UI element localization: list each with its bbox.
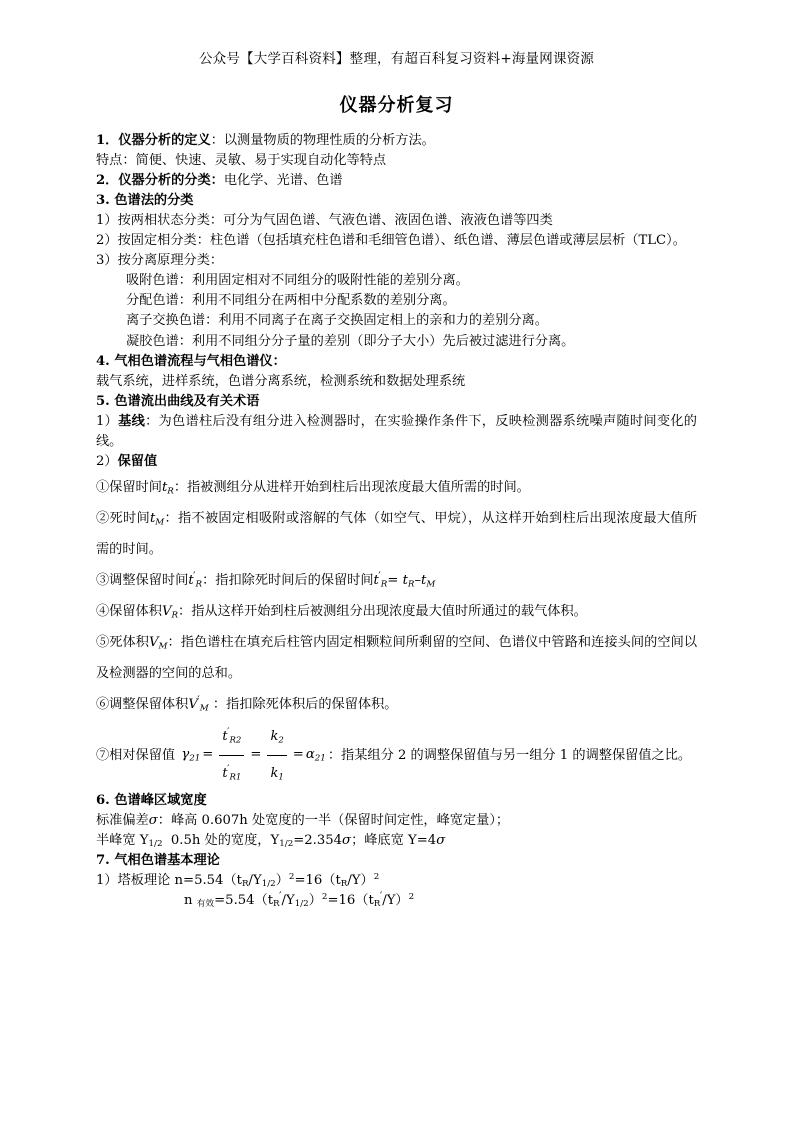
document-title: 仪器分析复习: [339, 94, 454, 116]
section-5-item-2-term: 保留值: [117, 453, 158, 469]
y2-var: Y: [270, 832, 280, 848]
half-peak-width-line: [96, 831, 697, 851]
peak-base-width-label: ；峰底宽: [351, 832, 404, 848]
std-dev-label: 标准偏差: [96, 812, 149, 828]
dead-time-subscript: M: [155, 517, 165, 528]
eq-text: =5.54（: [214, 892, 268, 908]
eq-text-2: =16（: [294, 872, 336, 888]
section-2-classification: [96, 171, 697, 191]
exponent: 2: [321, 892, 328, 903]
dead-volume-definition: [96, 627, 697, 689]
retention-volume-subscript: R: [171, 610, 179, 621]
gamma-subscript: 21: [189, 753, 201, 764]
close-paren: ）: [308, 892, 322, 908]
eq-lhs-sub: R: [380, 579, 388, 590]
adj-retention-equals: =: [387, 573, 399, 588]
eq-lhs-var: t: [373, 573, 379, 588]
dead-volume-var: V: [148, 635, 159, 651]
section-5-item-1-number: 1）: [96, 413, 119, 429]
relative-retention-formula: [181, 720, 326, 791]
adj-retention-symbol: [188, 570, 203, 590]
prime-mark: ′: [279, 890, 282, 903]
section-5-item-1-term: 基线: [118, 413, 146, 429]
dead-time-definition: [96, 503, 697, 565]
plate-theory-name: 塔板理论: [117, 872, 171, 888]
slash: /: [248, 872, 253, 888]
slash-2: /: [347, 872, 352, 888]
num-subscript: R2: [229, 735, 242, 746]
section-5-baseline: [96, 412, 697, 452]
section-1-separator: ：: [210, 132, 224, 148]
eq-text-2: =16（: [327, 892, 369, 908]
close-paren-2: ）: [360, 872, 374, 888]
plate-theory-number: 1）: [96, 872, 118, 888]
k-denominator: [267, 755, 286, 791]
fraction-denominator: [219, 755, 244, 791]
dead-time-var: t: [149, 510, 156, 526]
equals-3: =: [292, 747, 304, 763]
y-subscript: 1/2: [148, 838, 163, 849]
slash: /: [281, 892, 286, 908]
n-var: n: [174, 872, 184, 888]
standard-deviation-line: [96, 811, 697, 831]
exponent-2: 2: [373, 872, 380, 883]
t-subscript: R: [273, 899, 280, 910]
eq-text: =5.54（: [183, 872, 237, 888]
retention-time-symbol: [162, 480, 174, 495]
eq-b-sub: M: [426, 579, 436, 590]
n-var: n: [184, 892, 193, 908]
section-3-sub-partition: 分配色谱：利用不同组分在两相中分配系数的差别分离。: [126, 293, 456, 309]
section-1-text: 以测量物质的物理性质的分析方法。: [223, 132, 435, 148]
k-den-subscript: 1: [278, 772, 284, 783]
num-var: t: [222, 729, 228, 745]
y-var: Y: [139, 832, 149, 848]
y-subscript: 1/2: [261, 879, 276, 890]
eq-a-sub: R: [407, 579, 415, 590]
gamma-symbol: [181, 738, 200, 772]
alpha-symbol: [306, 738, 326, 772]
plate-theory-equation-2: [184, 890, 415, 910]
alpha-subscript: 21: [314, 753, 326, 764]
k-numerator: [267, 720, 286, 755]
adj-volume-symbol: [188, 694, 209, 714]
y2-var: Y: [351, 872, 361, 888]
half-width-value: =2.354: [293, 832, 343, 848]
sigma-symbol: σ: [148, 812, 158, 828]
section-3-item-2: 2）按固定相分类：柱色谱（包括填充柱色谱和毛细管色谱）、纸色谱、薄层色谱或薄层层析（TLC）。: [96, 233, 686, 249]
k-num-var: k: [270, 729, 279, 745]
t-var: t: [236, 872, 242, 888]
section-3-item-1: 1）按两相状态分类：可分为气固色谱、气液色谱、液固色谱、液液色谱等四类: [96, 213, 553, 229]
section-3-sub-gel: 凝胶色谱：利用不同组分分子量的差别（即分子大小）先后被过滤进行分离。: [126, 333, 575, 349]
retention-time-text: ：指被测组分从进样开始到柱后出现浓度最大值所需的时间。: [173, 479, 530, 495]
capacity-factor-fraction: [267, 720, 286, 791]
y-var: Y: [285, 892, 295, 908]
adj-retention-equation-lhs: [373, 570, 388, 590]
prime-mark: ′: [227, 763, 230, 776]
k-num-subscript: 2: [278, 735, 284, 746]
den-subscript: R1: [229, 772, 242, 783]
half-width-text: 0.5h 处的宽度，: [170, 832, 271, 848]
adj-volume-var: V: [188, 697, 198, 713]
retention-time-prefix: ①保留时间: [96, 479, 162, 495]
relative-retention-prefix: ⑦相对保留值: [96, 747, 176, 763]
peak-base-width-value: =4: [416, 832, 437, 848]
t-subscript: R: [241, 879, 249, 890]
adj-retention-subscript: R: [195, 579, 203, 590]
t2-subscript: R: [373, 899, 381, 910]
t2-var: t: [335, 872, 341, 888]
dead-volume-text: ：指色谱柱在填充后柱管内固定相颗粒间所剩留的空间、色谱仪中管路和连接头间的空间以及检测器的空间的总和。: [96, 635, 698, 682]
section-4-heading: 4. 气相色谱流程与气相色谱仪：: [96, 353, 286, 369]
promo-header-text: 公众号【大学百科资料】整理，有超百科复习资料+海量网课资源: [198, 51, 595, 67]
retention-time-var: t: [161, 479, 168, 495]
t2-subscript: R: [340, 879, 348, 890]
close-paren-2: ）: [395, 892, 409, 908]
alpha-var: α: [305, 747, 315, 763]
half-width-symbol: [140, 833, 163, 848]
adj-volume-subscript: M: [199, 703, 209, 714]
section-4-text: 载气系统，进样系统，色谱分离系统，检测系统和数据处理系统: [96, 373, 466, 389]
dead-volume-prefix: ⑤死体积: [96, 635, 149, 651]
dead-time-symbol: [150, 511, 164, 526]
y-var: Y: [252, 872, 262, 888]
eq-a-var: t: [402, 573, 408, 588]
section-5-item-2-number: 2）: [96, 453, 118, 469]
prime-mark: ′: [379, 890, 383, 903]
relative-retention-text: ：指某组分 2 的调整保留值与另一组分 1 的调整保留值之比。: [327, 747, 692, 763]
section-5-item-1-text: ：为色谱柱后没有组分进入检测器时，在实验操作条件下，反映检测器系统噪声随时间变化的线。: [96, 413, 697, 449]
y-subscript: 1/2: [294, 899, 309, 910]
retention-volume-prefix: ④保留体积: [96, 604, 162, 620]
retention-volume-definition: [96, 596, 697, 627]
k-den-var: k: [270, 765, 279, 781]
peak-base-width-symbol: Y: [408, 832, 417, 848]
prime-mark: ′: [378, 570, 381, 583]
section-2-text: 电化学、光谱、色谱: [223, 173, 343, 189]
y2-subscript: 1/2: [279, 838, 294, 849]
equals-2: =: [250, 747, 262, 763]
adj-retention-var: t: [188, 573, 194, 588]
retention-time-fraction: [219, 720, 244, 791]
retention-volume-symbol: [162, 604, 178, 619]
prime-mark: ′: [193, 570, 196, 583]
adjusted-retention-time-definition: [96, 565, 697, 596]
document-body: [96, 131, 697, 911]
prime-mark: ′: [197, 694, 200, 707]
close-paren: ）: [275, 872, 289, 888]
adj-retention-text: ：指扣除死时间后的保留时间: [202, 573, 374, 588]
retention-time-subscript: R: [167, 486, 174, 497]
section-5-heading: 5. 色谱流出曲线及有关术语: [96, 393, 260, 409]
prime-mark: ′: [227, 726, 230, 739]
sigma-symbol-2: σ: [342, 832, 352, 848]
half-width-label: 半峰宽: [96, 832, 136, 848]
half-width-symbol-2: [271, 833, 294, 848]
dead-time-prefix: ②死时间: [96, 510, 150, 526]
adjusted-retention-volume-definition: [96, 689, 697, 720]
n-subscript: 有效: [196, 899, 215, 910]
sigma-symbol-3: σ: [436, 832, 446, 848]
section-3-heading: 3. 色谱法的分类: [96, 193, 194, 209]
adj-retention-minus: –: [414, 573, 422, 588]
adj-volume-prefix: ⑥调整保留体积: [96, 697, 189, 713]
adj-retention-equation-term-b: [421, 573, 435, 588]
plate-theory-line-2: [96, 891, 697, 911]
adj-volume-text: ：指扣除死体积后的保留体积。: [212, 697, 398, 713]
section-7-heading: 7. 气相色谱基本理论: [96, 852, 220, 868]
dead-time-text: ：指不被固定相吸附或溶解的气体（如空气、甲烷），从这样开始到柱后出现浓度最大值所需的时间。: [96, 510, 698, 557]
section-3-sub-adsorption: 吸附色谱：利用固定相对不同组分的吸附性能的差别分离。: [126, 273, 469, 289]
t2-var: t: [368, 892, 374, 908]
std-dev-text: ：峰高 0.607h 处宽度的一半（保留时间定性，峰宽定量）；: [157, 812, 510, 828]
section-6-heading: 6. 色谱峰区域宽度: [96, 792, 207, 808]
section-3-item-3: 3）按分离原理分类：: [96, 253, 224, 269]
y2-var: Y: [386, 892, 396, 908]
section-1-definition: [96, 131, 697, 151]
retention-time-definition: [96, 472, 697, 503]
dead-volume-subscript: M: [158, 641, 168, 652]
section-5-retention-heading: [96, 452, 697, 472]
slash-2: /: [382, 892, 387, 908]
exponent: 2: [288, 872, 295, 883]
eq-b-var: t: [421, 573, 427, 588]
adj-retention-prefix: ③调整保留时间: [96, 573, 189, 588]
plate-theory-line-1: [96, 871, 697, 891]
retention-volume-var: V: [161, 604, 172, 620]
section-3-sub-ion-exchange: 离子交换色谱：利用不同离子在离子交换固定相上的亲和力的差别分离。: [126, 313, 548, 329]
plate-theory-equation-1: [175, 873, 380, 888]
section-2-label: 2．仪器分析的分类：: [96, 173, 224, 189]
section-1-features: 特点：简便、快速、灵敏、易于实现自动化等特点: [96, 152, 387, 168]
retention-volume-text: ：指从这样开始到柱后被测组分出现浓度最大值时所通过的载气体积。: [178, 604, 587, 620]
equals-1: =: [202, 747, 214, 763]
t-var: t: [267, 892, 274, 908]
relative-retention-definition: [96, 720, 697, 791]
den-var: t: [222, 765, 228, 781]
gamma-var: γ: [181, 747, 190, 763]
exponent-2: 2: [408, 892, 415, 903]
section-1-label: 1．仪器分析的定义: [96, 132, 211, 148]
fraction-numerator: [219, 720, 244, 755]
dead-volume-symbol: [149, 635, 167, 650]
adj-retention-equation-term-a: [403, 573, 415, 588]
